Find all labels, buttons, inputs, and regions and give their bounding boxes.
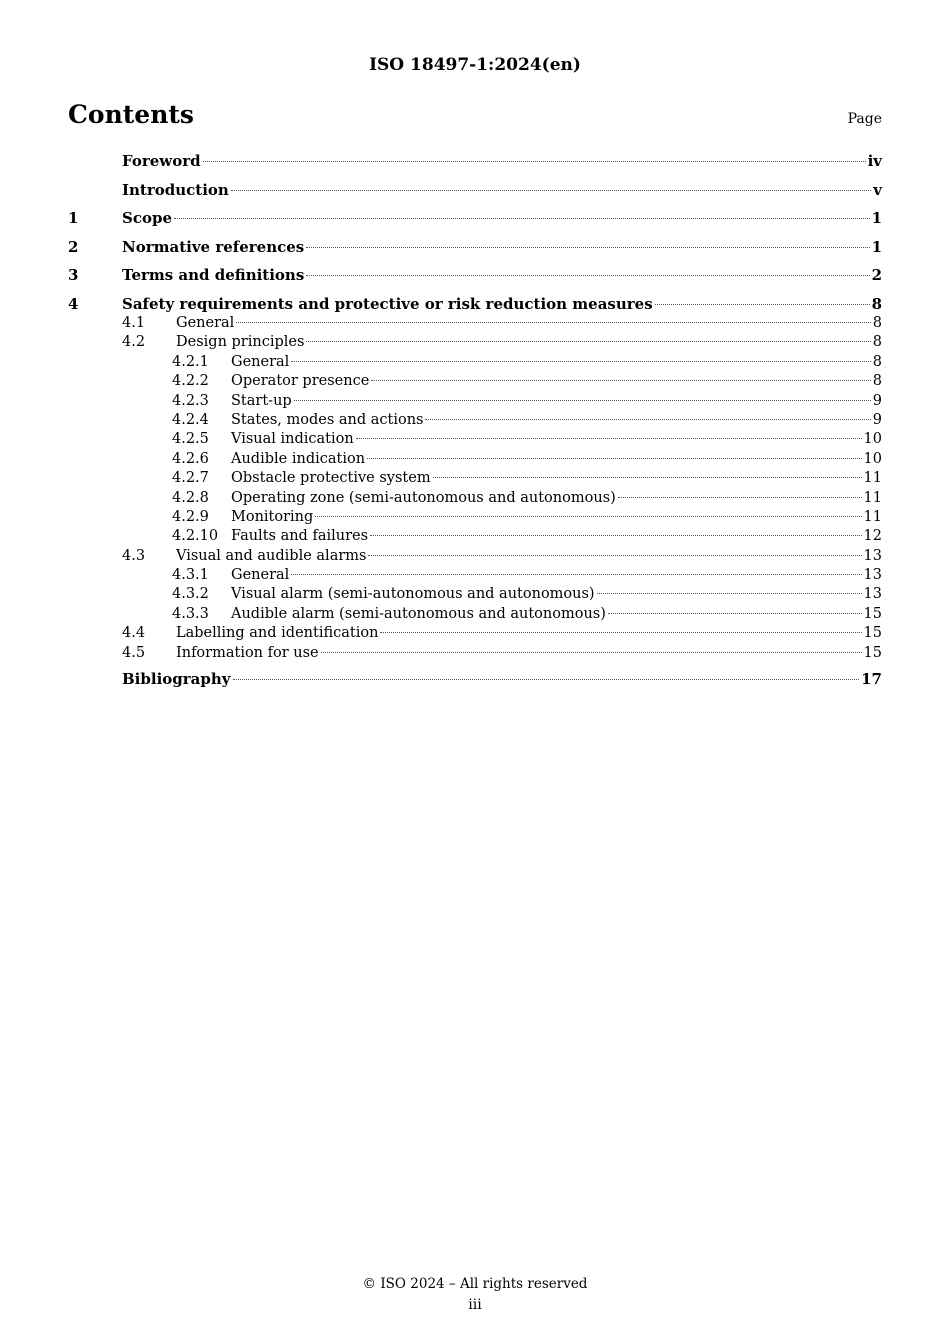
toc-entry-title: Start-up xyxy=(231,392,292,409)
toc-entry-title: Visual alarm (semi-autonomous and autonomous) xyxy=(231,586,595,603)
toc-entry-number: 4.2.3 xyxy=(172,392,209,409)
document-id-header: ISO 18497-1:2024(en) xyxy=(369,55,581,75)
toc-entry-number: 4.2.9 xyxy=(172,508,209,525)
toc-entry[interactable] xyxy=(68,586,882,605)
toc-entry-title: Terms and definitions xyxy=(122,266,305,284)
toc-entry-page: 8 xyxy=(872,353,882,370)
toc-entry-title: Information for use xyxy=(176,644,319,661)
toc-dot-leader xyxy=(597,593,862,594)
page-column-label: Page xyxy=(847,111,882,127)
toc-entry-number: 4.2.10 xyxy=(172,528,219,545)
toc-dot-leader xyxy=(291,361,870,362)
toc-entry-title: Safety requirements and protective or risk reduction measures xyxy=(122,294,653,313)
toc-dot-leader xyxy=(655,304,870,305)
toc-entry[interactable] xyxy=(68,266,882,295)
toc-entry-title: Labelling and identification xyxy=(176,625,379,642)
toc-entry-title: Audible alarm (semi-autonomous and autonomous) xyxy=(231,605,606,622)
page-number: iii xyxy=(468,1297,482,1313)
copyright-notice: © ISO 2024 – All rights reserved xyxy=(362,1276,588,1292)
toc-entry-page: 1 xyxy=(871,209,882,227)
toc-dot-leader xyxy=(315,516,861,517)
toc-entry-page: 15 xyxy=(863,644,882,661)
toc-entry[interactable] xyxy=(68,412,882,431)
toc-entry-title: Audible indication xyxy=(231,450,366,467)
toc-entry[interactable] xyxy=(68,490,882,509)
toc-entry-page: 12 xyxy=(863,528,882,545)
toc-entry-page: 15 xyxy=(863,625,882,642)
toc-entry-title: General xyxy=(231,353,290,370)
toc-entry-title: Bibliography xyxy=(122,670,231,689)
toc-entry-page: 17 xyxy=(861,670,882,689)
toc-dot-leader xyxy=(425,419,870,420)
toc-entry-number: 1 xyxy=(68,209,79,227)
contents-title: Contents xyxy=(68,100,195,129)
toc-dot-leader xyxy=(371,380,870,381)
toc-entry-number: 4.2.6 xyxy=(172,450,209,467)
toc-entry-title: Visual and audible alarms xyxy=(176,547,367,564)
toc-entry[interactable] xyxy=(68,393,882,412)
toc-dot-leader xyxy=(231,190,871,191)
toc-dot-leader xyxy=(203,161,866,162)
toc-entry-number: 4.2.8 xyxy=(172,489,209,506)
toc-entry-page: 11 xyxy=(863,470,882,487)
toc-dot-leader xyxy=(368,555,861,556)
toc-entry[interactable] xyxy=(68,431,882,450)
toc-dot-leader xyxy=(294,400,871,401)
toc-entry-page: 13 xyxy=(863,547,882,564)
toc-entry-page: 8 xyxy=(872,315,882,331)
toc-entry-page: 11 xyxy=(863,489,882,506)
toc-entry-title: General xyxy=(176,315,235,331)
toc-entry[interactable] xyxy=(68,528,882,547)
toc-entry[interactable] xyxy=(68,606,882,625)
contents-heading-row xyxy=(68,100,882,129)
toc-entry[interactable] xyxy=(68,152,882,181)
toc-entry[interactable] xyxy=(68,509,882,528)
toc-entry-page: 13 xyxy=(863,586,882,603)
toc-entry-title: Design principles xyxy=(176,334,305,351)
toc-entry[interactable] xyxy=(68,354,882,373)
toc-entry-title: Obstacle protective system xyxy=(231,470,431,487)
toc-entry-number: 4.2.1 xyxy=(172,353,209,370)
toc-entry-page: 1 xyxy=(871,237,882,256)
toc-dot-leader xyxy=(306,247,869,248)
toc-entry[interactable] xyxy=(68,625,882,644)
toc-entry-title: Operator presence xyxy=(231,373,370,390)
toc-dot-leader xyxy=(291,574,861,575)
toc-entry[interactable] xyxy=(68,334,882,353)
toc-dot-leader xyxy=(236,322,870,323)
toc-entry-page: 10 xyxy=(863,431,882,448)
toc-entry-number: 3 xyxy=(68,266,79,284)
toc-entry-title: Normative references xyxy=(122,237,305,256)
toc-entry-page: 8 xyxy=(872,373,882,390)
toc-entry-number: 4.2.7 xyxy=(172,470,209,487)
toc-entry-title: Operating zone (semi-autonomous and autonomous) xyxy=(231,489,616,506)
toc-entry-number: 4.3 xyxy=(122,547,146,564)
toc-entry-number: 4.5 xyxy=(122,644,146,661)
toc-entry[interactable] xyxy=(68,645,882,664)
toc-dot-leader xyxy=(608,613,862,614)
toc-entry[interactable] xyxy=(68,470,882,489)
toc-dot-leader xyxy=(433,477,862,478)
toc-entry-title: Monitoring xyxy=(231,508,314,525)
toc-dot-leader xyxy=(306,275,869,276)
toc-entry[interactable] xyxy=(68,451,882,470)
toc-entry-page: iv xyxy=(867,152,882,170)
toc-dot-leader xyxy=(380,632,861,633)
toc-entry-number: 4 xyxy=(68,294,79,313)
toc-dot-leader xyxy=(356,438,862,439)
toc-entry-number: 2 xyxy=(68,237,79,256)
toc-dot-leader xyxy=(618,497,862,498)
toc-entry-number: 4.1 xyxy=(122,315,146,331)
toc-entry-page: 8 xyxy=(871,294,882,313)
toc-entry-page: 9 xyxy=(872,392,882,409)
toc-entry-title: General xyxy=(231,567,290,584)
toc-entry-page: 2 xyxy=(871,266,882,284)
toc-entry-number: 4.2.2 xyxy=(172,373,209,390)
toc-entry[interactable] xyxy=(68,238,882,267)
toc-entry-number: 4.3.2 xyxy=(172,586,209,603)
toc-entry[interactable] xyxy=(68,181,882,210)
toc-entry-title: Introduction xyxy=(122,180,229,199)
toc-entry-page: 11 xyxy=(863,508,882,525)
toc-entry-number: 4.3.1 xyxy=(172,567,209,584)
toc-entry-number: 4.4 xyxy=(122,625,146,642)
toc-entry-page: 13 xyxy=(863,567,882,584)
toc-dot-leader xyxy=(321,652,862,653)
toc-entry[interactable] xyxy=(68,567,882,586)
toc-entry-page: 8 xyxy=(872,334,882,351)
toc-dot-leader xyxy=(367,458,862,459)
toc-entry-title: States, modes and actions xyxy=(231,411,424,428)
toc-entry-page: 9 xyxy=(872,411,882,428)
toc-dot-leader xyxy=(306,341,870,342)
toc-entry-page: 15 xyxy=(863,605,882,622)
toc-entry-number: 4.3.3 xyxy=(172,605,209,622)
toc-entry-number: 4.2.5 xyxy=(172,431,209,448)
toc-entry-page: v xyxy=(873,180,882,199)
toc-entry-number: 4.2.4 xyxy=(172,411,209,428)
toc-entry-page: 10 xyxy=(863,450,882,467)
toc-entry-title: Foreword xyxy=(122,152,201,170)
toc-entry-title: Scope xyxy=(122,209,173,227)
toc-dot-leader xyxy=(174,218,870,219)
toc-entry[interactable] xyxy=(68,209,882,238)
toc-entry-number: 4.2 xyxy=(122,334,146,351)
toc-entry[interactable] xyxy=(68,373,882,392)
toc-entry-title: Visual indication xyxy=(231,431,354,448)
table-of-contents xyxy=(68,152,882,699)
toc-entry[interactable] xyxy=(68,315,882,334)
toc-entry[interactable] xyxy=(68,548,882,567)
toc-entry-title: Faults and failures xyxy=(231,528,369,545)
toc-dot-leader xyxy=(233,679,860,680)
toc-entry[interactable] xyxy=(68,670,882,699)
toc-dot-leader xyxy=(370,535,862,536)
